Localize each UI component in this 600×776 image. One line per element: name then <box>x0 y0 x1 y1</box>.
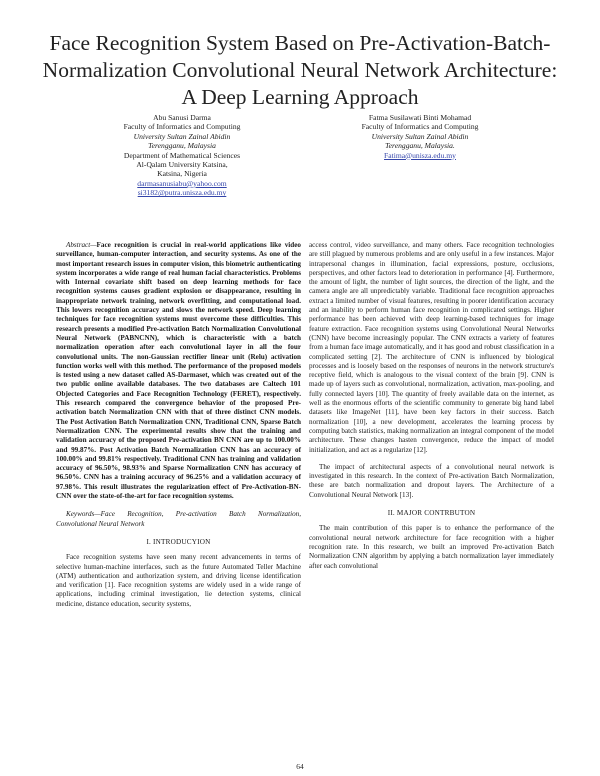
contribution-paragraph: The main contribution of this paper is to enhance the performance of the convolutional neural network architecture for face recognition with a higher recognition rate. In this research, we built an improved Pre-activation Batch Normalization CNN algorithm by applying a batch normalization layer immediately after each convolutional <box>309 524 554 570</box>
author-email-link[interactable]: darmasanusiabu@yahoo.com <box>137 178 227 188</box>
page-number: 64 <box>296 762 304 771</box>
author-university: University Sultan Zainal Abidin <box>371 131 469 141</box>
left-column <box>56 241 301 609</box>
author-block-1 <box>82 113 282 198</box>
intro-paragraph: Face recognition systems have seen many recent advancements in terms of selective human-machine interfaces, such as the future Automated Teller Machine (ATM) authentication and authorization system, and driving license identification and verification [1]. Face recognition systems are widely used in a wide range of applications, including criminal investigation, lie detection systems, clinical medicine, distance education, security systems, <box>56 553 301 608</box>
author-email-link-2[interactable]: si3182@putra.unisza.edu.my <box>137 188 227 198</box>
author-university: University Sultan Zainal Abidin <box>133 131 231 141</box>
author-affiliation: Faculty of Informatics and Computing <box>123 122 241 132</box>
author-email-link[interactable]: Fatima@unisza.edu.my <box>384 150 456 160</box>
intro-paragraph-continued: access control, video surveillance, and many others. Face recognition technologies are still plagued by numerous problems and are only useful in a few instances. Major intrapersonal changes in illumination, facial expressions, posture, occlusions, perspectives, and other factors lead to deterioration in performance [4]. Furthermore, the amount of light, the number of light sources, the direction of the light, and the camera angle are all unpredictably variable. Traditional face recognition approaches extract a limited number of visual features, resulting in poorer identification accuracy and an inability to perform human face recognition in complicated settings. Higher performance has been achieved with deep learning-based techniques for image feature extraction. Face recognition systems using Convolutional Neural Networks (CNN) have become increasingly popular. The CNN extracts a variety of features from a human face image automatically, and it has good and robust classification in a complicated setting [2]. The architecture of CNN is influenced by biological processes and is loosely based on the responses of neurons in the network structure's receptive field, which is analogous to the visual context of the brain [9]. CNN is made up of layers such as convolutional, normalization, activation, max-pooling, and fully connected layers [10]. The quantity of freely available data on the internet, as well as the enormous efforts of the scientific community to generate big hand label datasets like ImageNet [11], have been key factors in their success. Batch normalization [10], a new development, accelerates the learning process by computing batch statistics, making normalization an integral component of the model architecture. These changes hasten convergence, reduce the impact of model initialization, and act as a regularize [12]. <box>309 241 554 454</box>
author-block-2 <box>320 113 520 160</box>
abstract <box>56 241 301 501</box>
intro-paragraph-2: The impact of architectural aspects of a convolutional neural network is investigated in this research. In the context of Pre-activation Batch Normalization, these are batch normalization and dropout layers. The Architecture of a Convolutional Neural Network [13]. <box>309 462 554 499</box>
right-column <box>309 241 554 571</box>
author-name: Fatma Susilawati Binti Mohamad <box>368 113 472 122</box>
author-location: Terengganu, Malaysia. <box>385 141 455 151</box>
section-heading-contribution: II. MAJOR CONTRBUTON <box>387 509 476 518</box>
abstract-lead: Abstract— <box>66 241 97 249</box>
abstract-text: Face recognition is crucial in real-world applications like video surveillance, human-computer interaction, and security systems. As one of the most important research issues in computer vision, this biometric authenticating system incorporates a wide range of real human facial characteristics. Problems with Internal covariate shift based on deep learning methods for face recognition systems causes gradient explosion or disappearance, resulting in inappropriate network training, network overfitting, and computational load. This lowers recognition accuracy and slows the network speed. Deep learning techniques for face recognition systems must overcome these difficulties. This research presents a modified Pre-activation Batch Normalization Convolutional Neural Network (PABNCNN), which is characteristic with a batch normalization operation after each convolutional layer in all the four convolutional units. The non-Gaussian rectifier linear unit (Relu) activation function works well with this method. The performance of the proposed models is tested using a new dataset called AS-Darmaset, which was created out of the two public online available databases. The two databases are Caltech 101 Objected Categories and Face Recognition Technology (FERET), respectively. This research compared the convergence behavior of the proposed Pre-activation batch Normalization CNN with that of three distinct CNN models. The Post Activation Batch Normalization CNN, Traditional CNN, Sparse Batch Normalization CNN. The experimental results show that the training and validation accuracy of the proposed Pre-activation BN CNN are up to 100.00% and 99.87%. Post Activation Batch Normalization CNN has an accuracy of 100.00% and 99.81% respectively. Traditional CNN has training and validation accuracy of 96.50%, 98.93% and Sparse Normalization CNN has accuracy of 96.50%. CNN has a training accuracy of 96.25% and a validation accuracy of 97.98%. This result illustrates the regularization effect of Pre-Activation-BN-CNN over the state-of-the-art for face recognition systems. <box>56 241 301 501</box>
section-heading-introduction: I. INTRODUCYION <box>146 537 211 546</box>
paper-title: Face Recognition System Based on Pre-Activation-Batch-Normalization Convolutional Neural Network Architecture: A Deep Learning Approach <box>42 31 558 109</box>
author-affiliation: Faculty of Informatics and Computing <box>361 122 479 132</box>
author-location-2: Katsina, Nigeria <box>157 169 207 179</box>
author-name: Abu Sanusi Darma <box>153 113 211 122</box>
author-university-2: Al-Qalam University Katsina, <box>136 160 228 170</box>
keywords: Keywords—Face Recognition, Pre-activation Batch Normalization, Convolutional Neural Network <box>56 510 301 528</box>
author-affiliation-2: Department of Mathematical Sciences <box>123 150 241 160</box>
author-location: Terengganu, Malaysia <box>148 141 216 151</box>
